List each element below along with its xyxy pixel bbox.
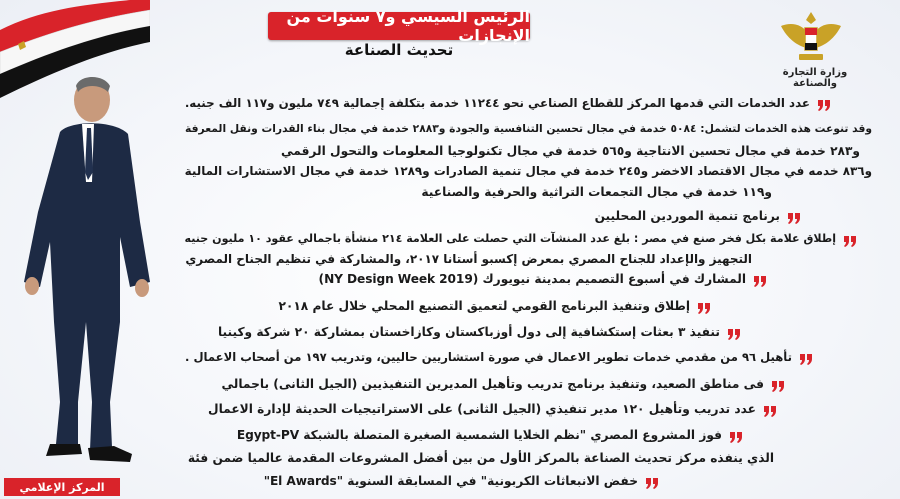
achievement-line: التجهيز والإعداد للجناح المصري بمعرض إكسبو أستانا ٢٠١٧، والمشاركة في تنظيم الجناح المصري [185,252,752,266]
eagle-emblem-icon [775,8,847,68]
achievement-line: إطلاق علامة بكل فخر صنع في مصر : بلغ عدد المنشآت التي حصلت على العلامة ٢١٤ منشأة باجمالي عقود ١٠ مليون جنيه [184,232,836,245]
achievement-line: عدد الخدمات التي قدمها المركز للقطاع الصناعي نحو ١١٢٤٤ خدمة بتكلفة إجمالية ٧٤٩ مليون و١١٧ الف جنيه. [184,96,810,110]
quote-mark-icon [762,404,778,418]
achievement-line: عدد تدريب وتأهيل ١٢٠ مدير تنفيذي (الجيل الثانى) على الاستراتيجيات الحديثة لإدارة الاعمال [208,402,756,416]
quote-mark-icon [798,352,814,366]
achievement-line: تنفيذ ٣ بعثات إستكشافية إلى دول أوزباكستان وكازاخستان بمشاركة ٢٠ شركة وكينيا [217,325,720,339]
quote-mark-icon [752,274,768,288]
media-center-tag: المركز الإعلامي [4,478,120,496]
achievement-line: و٨٣٦ خدمه في مجال الاقتصاد الاخضر و٢٤٥ خدمة في مجال تنمية الصادرات و١٢٨٩ خدمة في مجال الاستشارات المالية [184,164,872,178]
achievement-line: تأهيل ٩٦ من مقدمي خدمات تطوير الاعمال في صورة استشاريين حاليين، وتدريب ١٩٧ من أصحاب الاعمال . [185,350,792,364]
achievement-line: خفض الانبعاثات الكربونية" في المسابقة السنوية "El Awards" [263,474,638,488]
quote-mark-icon [726,327,742,341]
quote-mark-icon [728,430,744,444]
achievement-line: و١١٩ خدمة في مجال التجمعات التراثية والحرفية والصناعية [421,185,772,199]
achievement-line: برنامج تنمية الموردين المحليين [594,209,780,223]
quote-mark-icon [644,476,660,490]
achievement-line: وقد تنوعت هذه الخدمات لتشمل: ٥٠٨٤ خدمة في مجال تحسين التنافسية والجودة و٢٨٨٣ خدمة في مجال بناء القدرات ونقل المعرفة [185,122,872,135]
quote-mark-icon [842,234,858,248]
page-subtitle: تحديث الصناعة [344,41,454,59]
page-title: الرئيس السيسي و٧ سنوات من الإنجازات [286,7,530,45]
achievement-line: الذي ينفذه مركز تحديث الصناعة بالمركز الأول من بين أفضل المشروعات المقدمة عالميا ضمن فئة [187,451,774,465]
quote-mark-icon [770,379,786,393]
quote-mark-icon [786,211,802,225]
quote-mark-icon [816,98,832,112]
person-figure [20,72,180,472]
achievement-line: فى مناطق الصعيد، وتنفيذ برنامج تدريب وتأهيل المديرين التنفيذيين (الجيل الثانى) باجمالي [221,377,764,391]
title-banner [268,7,530,45]
achievement-line: فوز المشروع المصري "نظم الخلايا الشمسية الصغيرة المتصلة بالشبكة Egypt-PV [236,428,722,442]
achievement-line: و٢٨٣ خدمة في مجال تحسين الانتاجية و٥٦٥ خدمة في مجال تكنولوجيا المعلومات والتحول الرقمي [280,144,860,158]
achievement-line: إطلاق وتنفيذ البرنامج القومي لتعميق التصنيع المحلي خلال عام ٢٠١٨ [278,299,690,313]
quote-mark-icon [696,301,712,315]
achievement-line: المشارك في أسبوع التصميم بمدينة نيويورك (NY Design Week 2019) [318,272,746,286]
ministry-name: وزارة التجارة والصناعة [782,67,848,89]
